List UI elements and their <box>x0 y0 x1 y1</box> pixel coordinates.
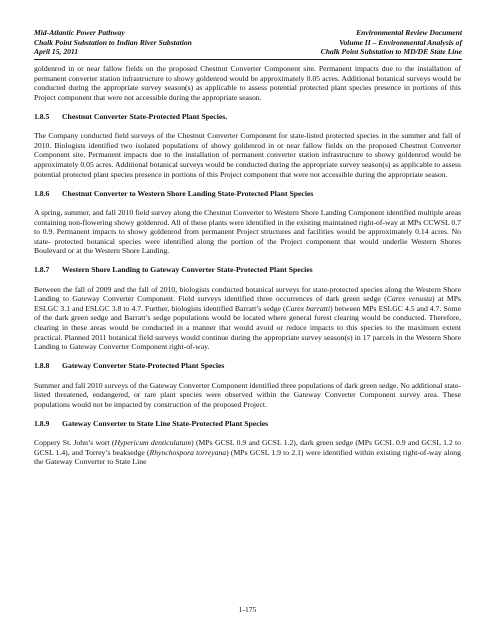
species-name: Carex barratti <box>285 303 331 313</box>
section-number: 1.8.7 <box>34 265 50 275</box>
section-title: Chestnut Converter State-Protected Plant Species. <box>62 111 228 121</box>
species-name: Carex venusta <box>386 294 433 304</box>
header-date: April 15, 2011 <box>34 47 79 57</box>
header-volume: Volume II – Environmental Analysis of <box>339 37 462 47</box>
text-run: ) between MPs ESLGC 4.5 and 4.7. Some of the dark green sedge and Barratt’s sedge populations would be located where general forest clearing would be conducted. Therefore, clearing in these areas would be conducted in a manner that would avoid or reduce impacts to this species to the maximum extent practical. Planned 2011 botanical field surveys would continue during the appropriate survey season(s) in 17 parcels in the Western Shore Landing to Gateway Converter Component right-of-way. <box>34 303 461 352</box>
section-number: 1.8.6 <box>34 188 50 198</box>
paragraph <box>34 285 461 352</box>
species-name: Rhynchospora torreyana <box>149 447 227 457</box>
paragraph: Summer and fall 2010 surveys of the Gateway Converter Component identified three populations of dark green sedge. No additional state-listed threatened, endangered, or rare plant species were observed within the Gateway Converter Component survey area. These populations would not be impacted by construction of the proposed Project. <box>34 380 461 409</box>
section-number: 1.8.8 <box>34 361 50 371</box>
header-doc-title: Environmental Review Document <box>356 28 462 37</box>
paragraph: A spring, summer, and fall 2010 field survey along the Chestnut Converter to Western Shore Landing Component identified multiple areas containing non-flowering showy goldenrod. All of these plants were identified in the existing maintained right-of-way at MPs CCWSL 0.7 to 0.9. Permanent impacts to showy goldenrod from permanent Project structures and facilities would be approximately 0.14 acres. No state- protected botanical species were identified along the portion of the Project component that would underlie Western Shores Boulevard or at the Western Shore Landing. <box>34 207 461 256</box>
header-left <box>34 28 192 57</box>
paragraph <box>34 438 461 467</box>
section-title: Gateway Converter State-Protected Plant Species <box>62 361 225 371</box>
text-run: Coppery St. John’s wort ( <box>34 438 115 448</box>
section-heading <box>34 361 461 371</box>
section-number: 1.8.5 <box>34 111 50 121</box>
document-body <box>34 64 461 477</box>
section-heading <box>34 419 461 429</box>
species-name: Hypericum denticulatum <box>114 438 192 448</box>
section-title: Chestnut Converter to Western Shore Landing State-Protected Plant Species <box>62 188 314 198</box>
header-right <box>321 28 462 57</box>
text-run: ) (MPs GCSL 1.9 to 2.1) were identified within existing right-of-way along the Gateway Converter to State Line <box>34 447 461 467</box>
text-run: ) (MPs GCSL 0.9 and GCSL 1.2), dark green sedge (MPs GCSL 0.9 and GCSL 1.2 to GCSL 1.4), and Torrey’s beaksedge ( <box>34 438 462 457</box>
paragraph: goldenrod in or near fallow fields on the proposed Chestnut Converter Component site. Permanent impacts due to the installation of permanent converter station infrastructure to showy goldenrod would be approximately 0.05 acres. Additional botanical surveys would be conducted during the appropriate survey season(s) as applicable to assess potential protected plant species presence in portions of this Project component that were not accessible during the appropriate season. <box>34 64 461 102</box>
header-project-name: Mid-Atlantic Power Pathway <box>34 28 125 37</box>
section-title: Gateway Converter to State Line State-Protected Plant Species <box>62 418 269 428</box>
section-title: Western Shore Landing to Gateway Converter State-Protected Plant Species <box>62 265 313 275</box>
paragraph: The Company conducted field surveys of the Chestnut Converter Component for state-listed protected species in the summer and fall of 2010. Biologists identified two isolated populations of showy goldenrod in or near fallow fields on the proposed Chestnut Converter Component site. Permanent impacts due to the installation of permanent converter station infrastructure to showy goldenrod would be approximately 0.05 acres. Additional botanical surveys would be conducted during the appropriate survey season(s) as applicable to assess potential protected plant species presence in portions of this Project component that were not accessible during the appropriate season. <box>34 131 461 179</box>
section-heading <box>34 189 461 199</box>
section-number: 1.8.9 <box>34 418 50 428</box>
page-number: 1-175 <box>238 605 257 614</box>
text-run: Between the fall of 2009 and the fall of 2010, biologists conducted botanical surveys for state-protected species along the Western Shore Landing to Gateway Converter Component. Field surveys identified three occurrences of dark green sedge ( <box>34 284 461 304</box>
section-heading <box>34 112 461 122</box>
header-volume-scope: Chalk Point Substation to MD/DE State Line <box>320 47 462 57</box>
header-rule <box>34 59 462 60</box>
section-heading <box>34 265 461 275</box>
header-segment: Chalk Point Substation to Indian River Substation <box>34 37 192 47</box>
text-run: ) at MPs ESLGC 3.1 and ESLGC 3.8 to 4.7. Further, biologists identified Barratt’s sedge ( <box>34 294 462 313</box>
